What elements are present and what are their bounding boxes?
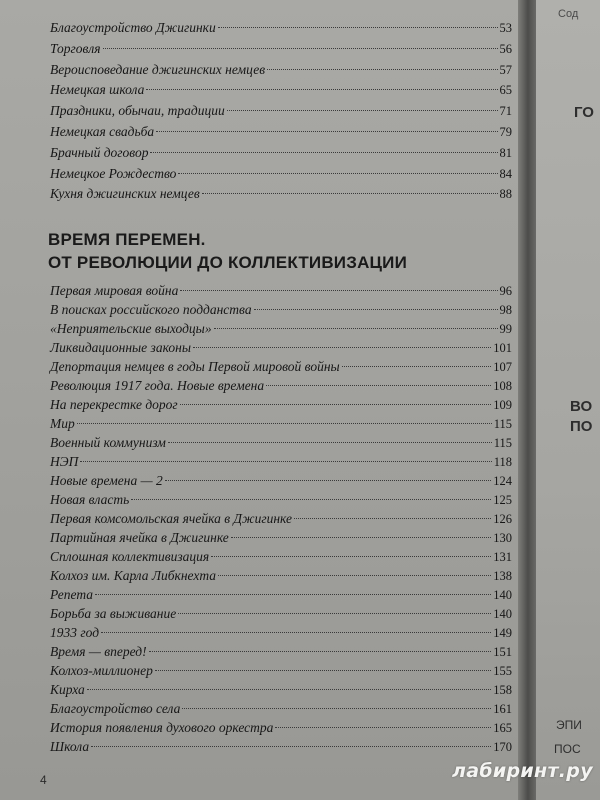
dot-leader xyxy=(211,556,491,557)
toc-entry xyxy=(50,701,512,721)
toc-entry xyxy=(50,166,512,186)
toc-entry xyxy=(50,397,512,417)
dot-leader xyxy=(254,309,498,310)
toc-entry-page: 57 xyxy=(499,62,512,77)
toc-entry-page: 149 xyxy=(493,626,512,640)
book-gutter xyxy=(518,0,536,800)
dot-leader xyxy=(77,423,492,424)
dot-leader xyxy=(180,290,497,291)
toc-entry-title: История появления духового оркестра xyxy=(50,720,274,735)
dot-leader xyxy=(180,404,492,405)
dot-leader xyxy=(218,27,498,28)
toc-entry-title: Школа xyxy=(50,739,90,754)
toc-entry-title: «Неприятельские выходцы» xyxy=(50,321,212,336)
toc-entry-title: Военный коммунизм xyxy=(50,435,166,450)
toc-entry xyxy=(50,62,512,82)
toc-entry-title: Благоустройство Джигинки xyxy=(50,20,216,35)
toc-entry-title: Колхоз им. Карла Либкнехта xyxy=(50,568,217,583)
toc-entry-title: Благоустройство села xyxy=(50,701,181,716)
page-number: 4 xyxy=(40,773,47,787)
toc-entry-page: 115 xyxy=(493,436,512,450)
toc-entry xyxy=(50,739,512,759)
toc-entry xyxy=(50,682,512,702)
toc-entry xyxy=(50,359,512,379)
toc-entry xyxy=(50,625,512,645)
toc-entry xyxy=(50,511,512,531)
toc-entry-page: 71 xyxy=(499,104,512,119)
toc-entry-page: 140 xyxy=(493,607,512,621)
toc-entry xyxy=(50,606,512,626)
dot-leader xyxy=(165,480,492,481)
dot-leader xyxy=(95,594,491,595)
toc-entry xyxy=(50,454,512,474)
toc-entry-page: 118 xyxy=(493,455,512,469)
toc-entry-title: Праздники, обычаи, традиции xyxy=(50,103,225,119)
section-heading-line2: ОТ РЕВОЛЮЦИИ ДО КОЛЛЕКТИВИЗАЦИИ xyxy=(48,253,408,272)
dot-leader xyxy=(168,442,492,443)
toc-entry xyxy=(50,473,512,493)
watermark-logo: лабиринт.ру xyxy=(452,760,593,782)
dot-leader xyxy=(218,575,491,576)
dot-leader xyxy=(202,193,498,194)
dot-leader xyxy=(342,366,492,367)
toc-entry-title: Новая власть xyxy=(50,492,130,507)
toc-entry-page: 107 xyxy=(493,360,512,374)
right-page-heading: ГО xyxy=(574,104,594,121)
toc-entry-title: Депортация немцев в годы Первой мировой войны xyxy=(50,359,340,374)
toc-entry xyxy=(50,530,512,550)
toc-entry-page: 65 xyxy=(499,83,512,98)
right-page-header: Сод xyxy=(558,8,579,20)
toc-entry-title: Новые времена — 2 xyxy=(50,473,163,488)
dot-leader xyxy=(80,461,491,462)
toc-entry-title: Колхоз-миллионер xyxy=(50,663,153,678)
toc-entry-title: Немецкая свадьба xyxy=(50,124,155,139)
toc-entry xyxy=(50,145,512,165)
toc-entry-title: Борьба за выживание xyxy=(50,606,177,621)
dot-leader xyxy=(275,727,491,728)
toc-entry-page: 81 xyxy=(499,145,512,160)
dot-leader xyxy=(91,746,491,747)
toc-entry xyxy=(50,41,512,61)
dot-leader xyxy=(267,69,497,70)
toc-entry xyxy=(50,186,512,206)
toc-entry-title: НЭП xyxy=(50,454,79,469)
dot-leader xyxy=(149,651,492,652)
toc-entry xyxy=(50,283,512,303)
dot-leader xyxy=(178,173,497,174)
toc-entry-page: 161 xyxy=(493,702,512,716)
dot-leader xyxy=(227,110,498,111)
toc-entry-title: Ликвидационные законы xyxy=(50,340,191,355)
toc-entry-page: 79 xyxy=(499,125,512,139)
toc-entry-title: Первая комсомольская ячейка в Джигинке xyxy=(50,511,293,526)
dot-leader xyxy=(266,385,491,386)
toc-entry-page: 130 xyxy=(493,531,512,545)
toc-entry-page: 151 xyxy=(493,645,512,659)
toc-entry-page: 108 xyxy=(493,379,512,393)
toc-entry-page: 88 xyxy=(499,187,512,202)
toc-entry xyxy=(50,20,512,40)
toc-entry xyxy=(50,549,512,569)
toc-entry-page: 96 xyxy=(499,284,512,298)
toc-entry-title: Кухня джигинских немцев xyxy=(50,186,200,202)
toc-entry-title: Репета xyxy=(50,587,93,602)
right-page-line: ПОС xyxy=(554,742,581,756)
section-heading-line1: ВРЕМЯ ПЕРЕМЕН. xyxy=(48,230,206,249)
dot-leader xyxy=(178,613,491,614)
toc-entry xyxy=(50,340,512,360)
toc-entry-page: 109 xyxy=(493,398,512,412)
toc-entry-title: Время — вперед! xyxy=(50,644,147,659)
toc-entry-title: Немецкое Рождество xyxy=(50,165,177,181)
toc-entry xyxy=(50,302,512,322)
toc-entry xyxy=(50,644,512,664)
section-heading xyxy=(48,228,407,274)
toc-entry-title: Брачный договор xyxy=(50,144,149,160)
right-page-heading-line2: ПО xyxy=(570,418,593,435)
toc-entry-page: 84 xyxy=(499,166,512,181)
toc-entry-title: Немецкая школа xyxy=(50,82,145,98)
toc-entry-page: 165 xyxy=(493,721,512,735)
toc-entry-page: 138 xyxy=(493,569,512,583)
toc-entry-title: В поисках российского подданства xyxy=(50,302,252,317)
toc-entry xyxy=(50,378,512,398)
toc-entry-title: Вероисповедание джигинских немцев xyxy=(50,61,266,77)
toc-entry xyxy=(50,587,512,607)
toc-entry-page: 126 xyxy=(493,512,512,526)
toc-entry-page: 101 xyxy=(493,341,512,355)
toc-entry-title: Сплошная коллективизация xyxy=(50,549,210,564)
toc-entry-title: Мир xyxy=(50,416,75,431)
right-page-heading-line1: ВО xyxy=(570,398,593,415)
dot-leader xyxy=(294,518,491,519)
dot-leader xyxy=(101,632,491,633)
toc-entry-page: 53 xyxy=(499,21,512,35)
toc-entry xyxy=(50,492,512,512)
dot-leader xyxy=(193,347,491,348)
toc-entry xyxy=(50,103,512,123)
toc-entry-page: 170 xyxy=(493,740,512,754)
toc-entry-page: 56 xyxy=(499,41,512,56)
dot-leader xyxy=(155,670,491,671)
toc-entry-page: 158 xyxy=(493,683,512,697)
toc-entry-title: Торговля xyxy=(50,40,101,56)
toc-entry xyxy=(50,568,512,588)
toc-entry-title: Революция 1917 года. Новые времена xyxy=(50,378,265,393)
toc-entry xyxy=(50,720,512,740)
toc-entry-page: 98 xyxy=(499,303,512,317)
toc-entry-page: 155 xyxy=(493,664,512,678)
dot-leader xyxy=(214,328,498,329)
toc-entry-page: 131 xyxy=(493,550,512,564)
toc-entry-page: 125 xyxy=(493,493,512,507)
dot-leader xyxy=(156,131,497,132)
dot-leader xyxy=(150,152,497,153)
toc-entry-title: Партийная ячейка в Джигинке xyxy=(50,530,229,545)
toc-entry-page: 115 xyxy=(493,417,512,431)
toc-entry-page: 140 xyxy=(493,588,512,602)
toc-entry xyxy=(50,82,512,102)
toc-entry-page: 99 xyxy=(499,322,512,336)
toc-entry-title: На перекрестке дорог xyxy=(50,397,178,412)
right-page-line: ЭПИ xyxy=(556,718,582,732)
toc-entry-page: 124 xyxy=(493,474,512,488)
toc-entry xyxy=(50,124,512,144)
right-page xyxy=(536,0,600,800)
dot-leader xyxy=(182,708,491,709)
dot-leader xyxy=(87,689,491,690)
dot-leader xyxy=(103,48,498,49)
toc-entry-title: Кирха xyxy=(50,682,85,697)
toc-entry xyxy=(50,435,512,455)
dot-leader xyxy=(231,537,491,538)
toc-entry xyxy=(50,663,512,683)
dot-leader xyxy=(131,499,491,500)
toc-entry-title: Первая мировая война xyxy=(50,283,179,298)
toc-entry-title: 1933 год xyxy=(50,625,100,640)
toc-entry xyxy=(50,321,512,341)
dot-leader xyxy=(146,89,497,90)
toc-entry xyxy=(50,416,512,436)
